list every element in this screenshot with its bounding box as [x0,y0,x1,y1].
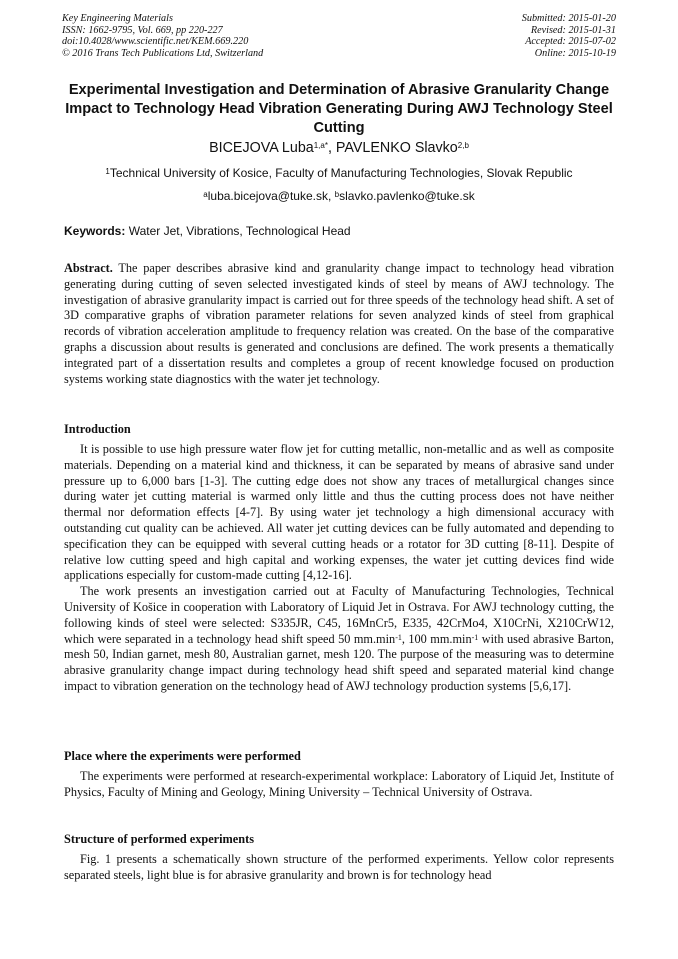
section-heading-introduction: Introduction [64,422,131,436]
journal-issn: ISSN: 1662-9795, Vol. 669, pp 220-227 [62,24,223,36]
date-accepted: Accepted: 2015-07-02 [525,36,616,48]
email-separator: , [327,189,335,203]
journal-doi: doi:10.4028/www.scientific.net/KEM.669.220 [62,36,249,48]
submission-dates [522,13,616,59]
author-2-sup: 2,b [457,141,469,150]
place-paragraph-1: The experiments were performed at research-experimental workplace: Laboratory of Liquid Jet, Institute of Physics, Faculty of Mining and Geology, Mining University – Technical University of Ostrava. [64,769,614,799]
abstract [64,261,614,387]
abstract-text: The paper describes abrasive kind and granularity change impact to technology head vibration generating during cutting of seven selected investigated kinds of steel by means of AWJ technology. The investigation of abrasive granularity impact is carried out for three speeds of the technology head shift. A set of 3D comparative graphs of vibration parameter relations for seven analyzed kinds of steel from graphical records of vibration acceleration amplitude to frequency relation was created. On the base of the comparative graphs a discussion about results is generated and conclusions are defined. The work presents a thematically integrated part of a dissertation results and completes a group of recent knowledge focused on production systems working state diagnostics with the water jet technology. [64,261,614,386]
section-heading-place: Place where the experiments were performed [64,749,301,763]
author-2: PAVLENKO Slavko [335,140,458,156]
introduction-body [64,442,614,695]
author-1-sup: 1,a* [313,141,328,150]
paper-title: Experimental Investigation and Determination of Abrasive Granularity Change Impact to Technology Head Vibration Generating During AWJ Technology Steel Cutting [65,82,613,136]
email-a[interactable]: luba.bicejova@tuke.sk [207,189,328,203]
journal-copyright: © 2016 Trans Tech Publications Ltd, Switzerland [62,47,264,59]
keywords [64,224,351,239]
author-line [0,139,678,157]
email-a-sup: a [203,190,208,199]
email-b-sup: b [334,190,340,199]
author-1: BICEJOVA Luba [209,140,314,156]
intro-paragraph-1: It is possible to use high pressure water flow jet for cutting metallic, non-metallic and as well as composite materials. Depending on a material kind and thickness, it can be separated by means of abrasive sand under pressure up to 6,000 bars [1-3]. The cutting edge does not show any traces of metallurgical changes since during water jet cutting material is warmed only little and thus the cutting process does not have neither thermal nor deformation effects [4-7]. By using water jet technology a high dimensional accuracy with outstanding cut quality can be achieved. All water jet cutting devices can be fully automated and depending to specification they can be equipped with several cutting heads or a rotator for 3D cutting [8-11]. Despite of relative low cutting speed and high capital and working expenses, the water jet cutting devices find wide applications especially for custom-made cutting [4,12-16]. [64,442,614,583]
affiliation-sup: 1 [105,167,110,176]
journal-name: Key Engineering Materials [62,13,173,24]
place-body [64,769,614,801]
journal-info [62,13,263,59]
keywords-label: Keywords: [64,224,126,238]
date-online: Online: 2015-10-19 [534,47,616,59]
section-heading-structure: Structure of performed experiments [64,832,254,846]
intro-paragraph-2: The work presents an investigation carried out at Faculty of Manufacturing Technologies, Technical University of Košice in cooperation with Laboratory of Liquid Jet in Ostrava. For AWJ technology cutting, the following kinds of steel were selected: S335JR, C45, 16MnCr5, E335, 42CrMo4, X10CrNi, X210CrW12, which were separated in a technology head shift speed 50 $mm.\min^{-1}$, 100 $mm.\min^{-1}$ with used abrasive Barton, mesh 50, Indian garnet, mesh 80, Australian garnet, mesh 120. The purpose of the measuring was to determine abrasive granularity change impact during technology head shift speed and separated material kind change impact to vibration generation on the technology head of AWJ technology production systems [5,6,17]. [64,584,614,693]
affiliation-text: Technical University of Kosice, Faculty of Manufacturing Technologies, Slovak Republic [109,166,573,180]
keywords-text: Water Jet, Vibrations, Technological Head [125,224,351,238]
structure-paragraph-1: Fig. 1 presents a schematically shown structure of the performed experiments. Yellow color represents separated steels, light blue is for abrasive granularity and brown is for technology head [64,852,614,882]
structure-body [64,852,614,884]
email-b[interactable]: slavko.pavlenko@tuke.sk [339,189,475,203]
abstract-label: Abstract. [64,261,113,275]
author-emails [0,189,678,204]
date-submitted: Submitted: 2015-01-20 [521,13,616,24]
date-revised: Revised: 2015-01-31 [530,24,616,36]
affiliation [0,166,678,181]
author-separator: , [327,140,336,156]
